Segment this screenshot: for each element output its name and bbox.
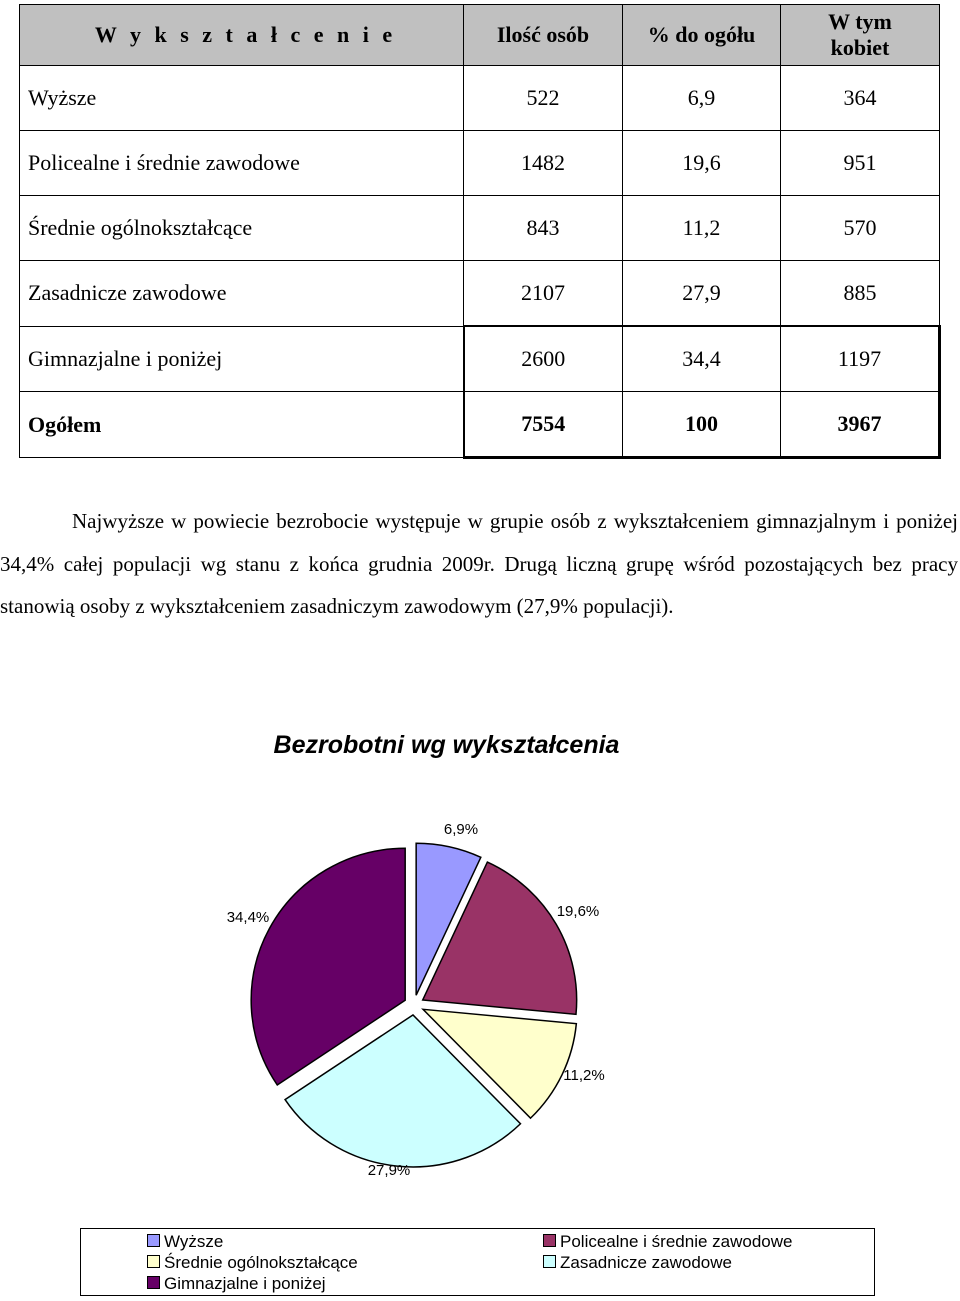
table-total-row <box>20 392 940 458</box>
row-label: Wyższe <box>20 66 464 131</box>
body-paragraph: Najwyższe w powiecie bezrobocie występuje w grupie osób z wykształceniem gimnazjalnym i poniżej 34,4% całej populacji wg stanu z końca grudnia 2009r. Drugą liczną grupę wśród pozostających bez pracy stanowią osoby z wykształceniem zasadniczym zawodowym (27,9% populacji). <box>0 509 958 618</box>
total-label: Ogółem <box>20 392 464 458</box>
total-women: 3967 <box>781 392 940 458</box>
legend-swatch <box>147 1234 160 1247</box>
legend-swatch <box>543 1234 556 1247</box>
slice-label: 19,6% <box>556 903 600 920</box>
row-count: 843 <box>464 196 623 261</box>
pie-chart <box>0 780 960 1220</box>
table-row <box>20 261 940 327</box>
header-count: Ilość osób <box>464 5 623 66</box>
legend-item <box>147 1253 358 1273</box>
legend-label: Wyższe <box>164 1232 224 1251</box>
row-women: 570 <box>781 196 940 261</box>
row-label: Policealne i średnie zawodowe <box>20 131 464 196</box>
header-percent: % do ogółu <box>623 5 781 66</box>
header-women: W tym kobiet <box>781 5 940 66</box>
table-row <box>20 131 940 196</box>
slice-label: 11,2% <box>563 1067 605 1084</box>
row-women: 364 <box>781 66 940 131</box>
table-row <box>20 66 940 131</box>
row-label: Gimnazjalne i poniżej <box>20 326 464 392</box>
slice-label: 27,9% <box>367 1162 411 1179</box>
row-women: 951 <box>781 131 940 196</box>
legend-label: Policealne i średnie zawodowe <box>560 1232 793 1251</box>
row-percent: 6,9 <box>623 66 781 131</box>
legend-item <box>147 1274 326 1294</box>
legend-label: Gimnazjalne i poniżej <box>164 1274 326 1293</box>
row-count: 522 <box>464 66 623 131</box>
legend-item <box>543 1253 732 1273</box>
row-women: 885 <box>781 261 940 327</box>
row-label: Średnie ogólnokształcące <box>20 196 464 261</box>
row-count: 2107 <box>464 261 623 327</box>
slice-label: 6,9% <box>443 821 479 838</box>
slice-label: 34,4% <box>226 909 270 926</box>
row-percent: 34,4 <box>623 326 781 392</box>
row-label: Zasadnicze zawodowe <box>20 261 464 327</box>
header-education: W y k s z t a ł c e n i e <box>20 5 464 66</box>
legend-swatch <box>147 1276 160 1289</box>
total-percent: 100 <box>623 392 781 458</box>
row-percent: 27,9 <box>623 261 781 327</box>
row-count: 1482 <box>464 131 623 196</box>
legend-label: Średnie ogólnokształcące <box>164 1253 358 1272</box>
total-count: 7554 <box>464 392 623 458</box>
legend-label: Zasadnicze zawodowe <box>560 1253 732 1272</box>
table-row <box>20 196 940 261</box>
legend-item <box>543 1232 792 1252</box>
row-percent: 11,2 <box>623 196 781 261</box>
legend-swatch <box>147 1255 160 1268</box>
legend-swatch <box>543 1255 556 1268</box>
chart-title: Bezrobotni wg wykształcenia <box>273 731 620 759</box>
row-count: 2600 <box>464 326 623 392</box>
table-header-row <box>20 5 940 66</box>
legend-item <box>147 1232 223 1252</box>
education-table <box>19 4 941 459</box>
row-percent: 19,6 <box>623 131 781 196</box>
chart-legend <box>80 1228 875 1296</box>
table-row <box>20 326 940 392</box>
row-women: 1197 <box>781 326 940 392</box>
